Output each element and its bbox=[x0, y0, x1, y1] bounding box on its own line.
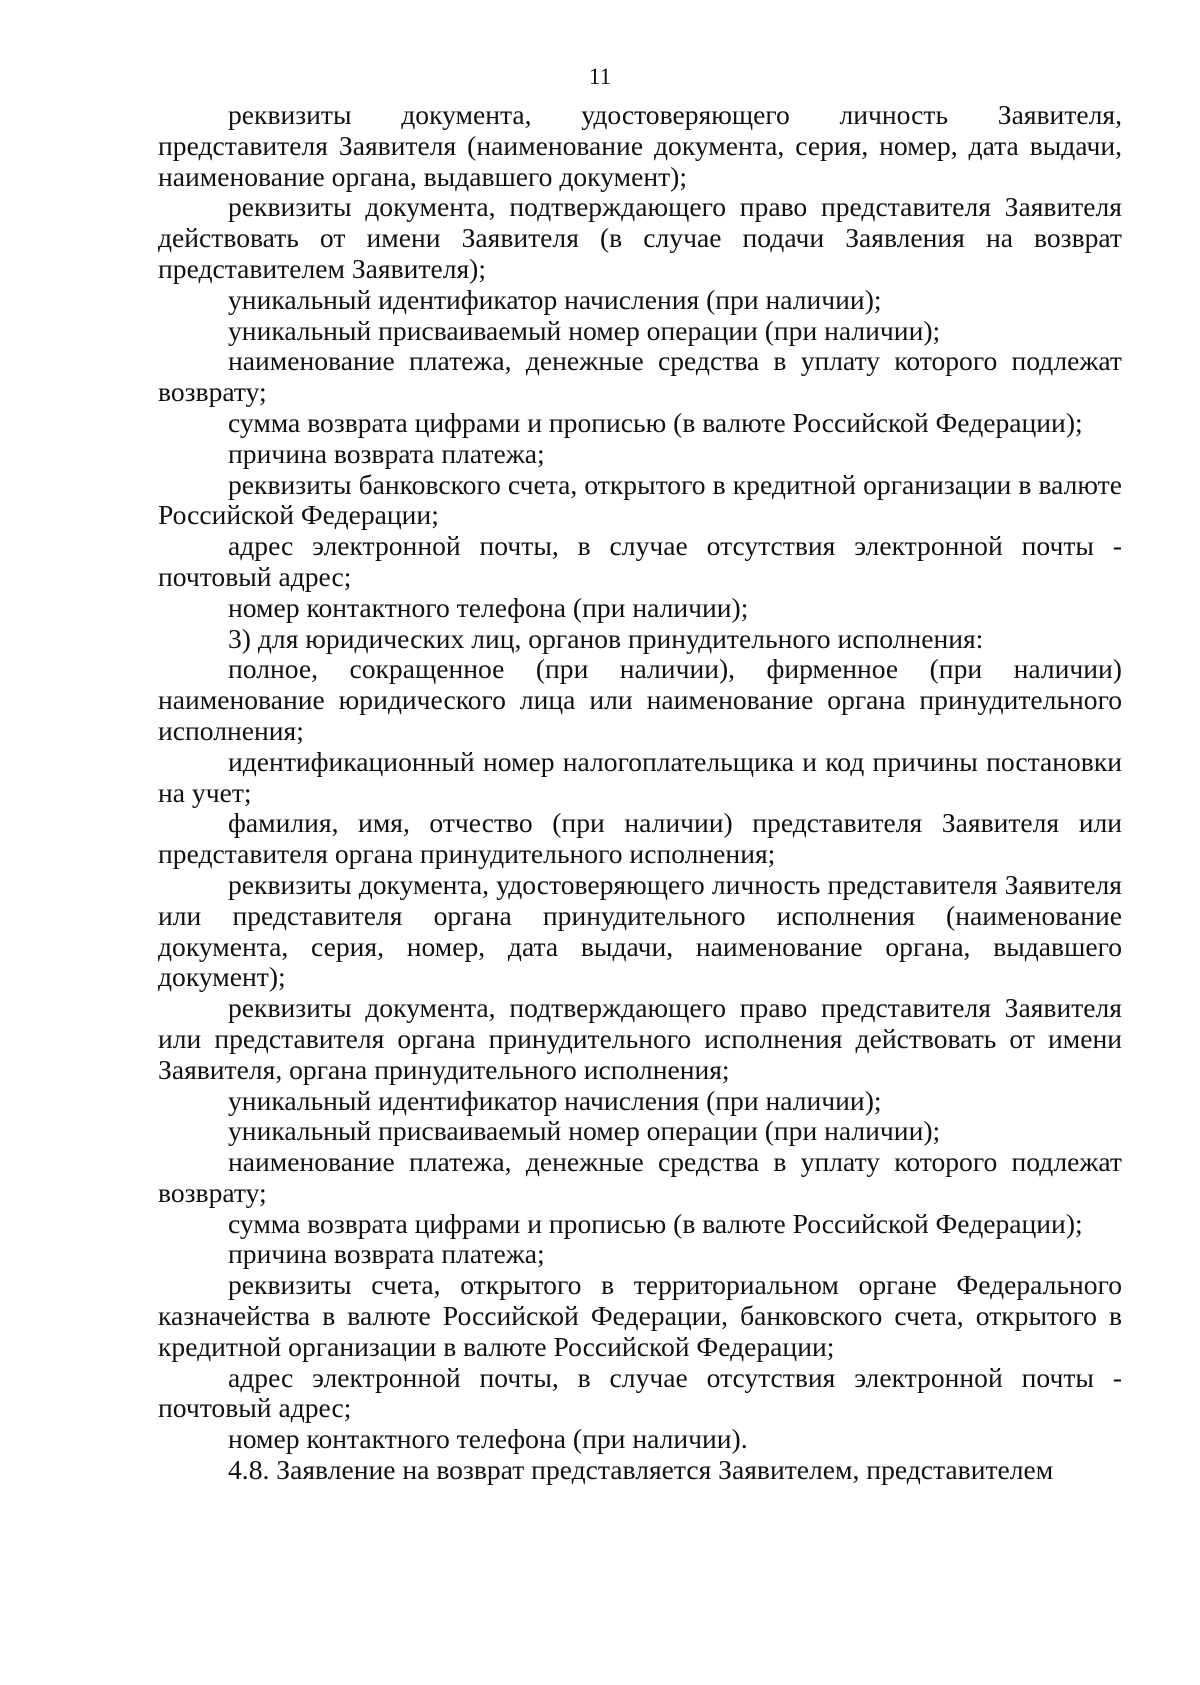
paragraph: сумма возврата цифрами и прописью (в валюте Российской Федерации); bbox=[228, 1207, 1083, 1239]
paragraph: реквизиты документа, удостоверяющего личность Заявителя, представителя Заявителя (наименование документа, серия, номер, дата выдачи, наименование органа, выдавшего документ); bbox=[158, 99, 1122, 192]
paragraph: реквизиты банковского счета, открытого в кредитной организации в валюте Российской Федерации; bbox=[158, 468, 1122, 531]
paragraph: уникальный идентификатор начисления (при наличии); bbox=[228, 283, 882, 315]
paragraph: фамилия, имя, отчество (при наличии) представителя Заявителя или представителя органа принудительного исполнения; bbox=[158, 807, 1122, 870]
paragraph: номер контактного телефона (при наличии); bbox=[228, 591, 749, 623]
paragraph: уникальный присваиваемый номер операции (при наличии); bbox=[228, 1115, 941, 1147]
paragraph: наименование платежа, денежные средства в уплату которого подлежат возврату; bbox=[158, 345, 1122, 408]
paragraph: наименование платежа, денежные средства в уплату которого подлежат возврату; bbox=[158, 1146, 1122, 1208]
paragraph: причина возврата платежа; bbox=[228, 437, 545, 469]
paragraph: номер контактного телефона (при наличии). bbox=[228, 1423, 748, 1455]
paragraph: сумма возврата цифрами и прописью (в валюте Российской Федерации); bbox=[228, 406, 1083, 438]
page-number: 11 bbox=[588, 64, 612, 89]
paragraph: реквизиты документа, подтверждающего право представителя Заявителя действовать от имени Заявителя (в случае подачи Заявления на возврат представителем Заявителя); bbox=[158, 191, 1122, 284]
paragraph: адрес электронной почты, в случае отсутствия электронной почты - почтовый адрес; bbox=[158, 530, 1122, 592]
paragraph: 3) для юридических лиц, органов принудительного исполнения: bbox=[228, 622, 984, 654]
paragraph: уникальный идентификатор начисления (при наличии); bbox=[228, 1084, 882, 1116]
paragraph: полное, сокращенное (при наличии), фирменное (при наличии) наименование юридического лица или наименование органа принудительного исполнения; bbox=[158, 653, 1122, 746]
paragraph: уникальный присваиваемый номер операции (при наличии); bbox=[228, 314, 941, 346]
paragraph: реквизиты документа, подтверждающего право представителя Заявителя или представителя органа принудительного исполнения действовать от имени Заявителя, органа принудительного исполнения; bbox=[158, 992, 1122, 1085]
paragraph: 4.8. Заявление на возврат представляется Заявителем, представителем bbox=[228, 1454, 1054, 1486]
paragraph: идентификационный номер налогоплательщика и код причины постановки на учет; bbox=[158, 745, 1122, 808]
paragraph: реквизиты счета, открытого в территориальном органе Федерального казначейства в валюте Российской Федерации, банковского счета, открытого в кредитной организации в валюте Российской Федерации; bbox=[158, 1269, 1122, 1362]
document-body bbox=[158, 100, 1122, 1486]
paragraph: реквизиты документа, удостоверяющего личность представителя Заявителя или представителя органа принудительного исполнения (наименование документа, серия, номер, дата выдачи, наименование органа, выдавшего документ); bbox=[158, 868, 1122, 993]
paragraph: адрес электронной почты, в случае отсутствия электронной почты - почтовый адрес; bbox=[158, 1361, 1122, 1424]
paragraph: причина возврата платежа; bbox=[228, 1238, 545, 1270]
